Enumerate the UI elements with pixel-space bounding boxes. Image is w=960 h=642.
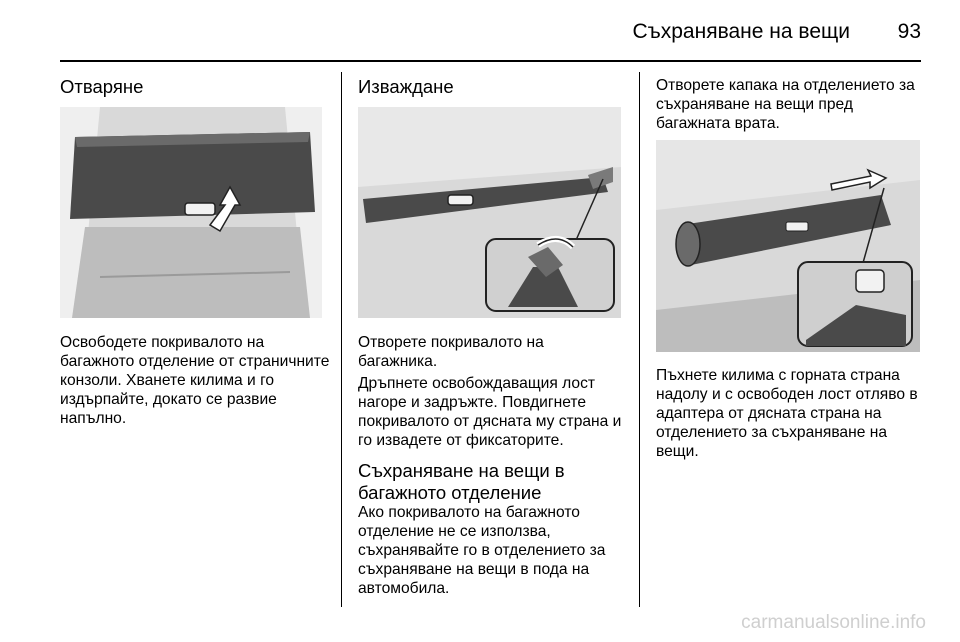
text-opening: Освободете покривалото на багажното отделение от страничните конзоли. Хванете килима и го издърпайте, докато се развие напълно. <box>60 334 330 427</box>
text-open-cover: Отворете покривалото на багажника. <box>358 334 544 370</box>
heading-opening: Отваряне <box>60 76 144 97</box>
column-divider-1 <box>341 72 342 607</box>
text-open-compartment-lid: Отворете капака на отделението за съхраняване на вещи пред багажната врата. <box>656 77 915 132</box>
page-number: 93 <box>897 20 921 43</box>
header-rule <box>60 60 921 62</box>
heading-storage-in-trunk: Съхраняване на вещи в багажното отделение <box>358 460 565 503</box>
text-storage-in-trunk: Ако покривалото на багажното отделение не се използва, съхранявайте го в отделението за съхраняване на вещи в пода на автомобила. <box>358 504 606 597</box>
column-divider-2 <box>639 72 640 607</box>
heading-removal: Изваждане <box>358 76 454 97</box>
storage-compartment-illustration-icon <box>656 140 920 352</box>
header-title: Съхраняване на вещи <box>632 20 850 43</box>
watermark: carmanualsonline.info <box>741 612 926 633</box>
cargo-cover-open-illustration-icon <box>60 107 322 318</box>
cargo-cover-removal-illustration-icon <box>358 107 621 318</box>
text-insert-rug: Пъхнете килима с горната страна надолу и с освободен лост отляво в адаптера от дясната страна на отделението за съхраняване на вещи. <box>656 367 918 460</box>
text-pull-lever: Дръпнете освобождаващия лост нагоре и задръжте. Повдигнете покривалото от дясната му страна и го извадете от фиксаторите. <box>358 375 622 449</box>
